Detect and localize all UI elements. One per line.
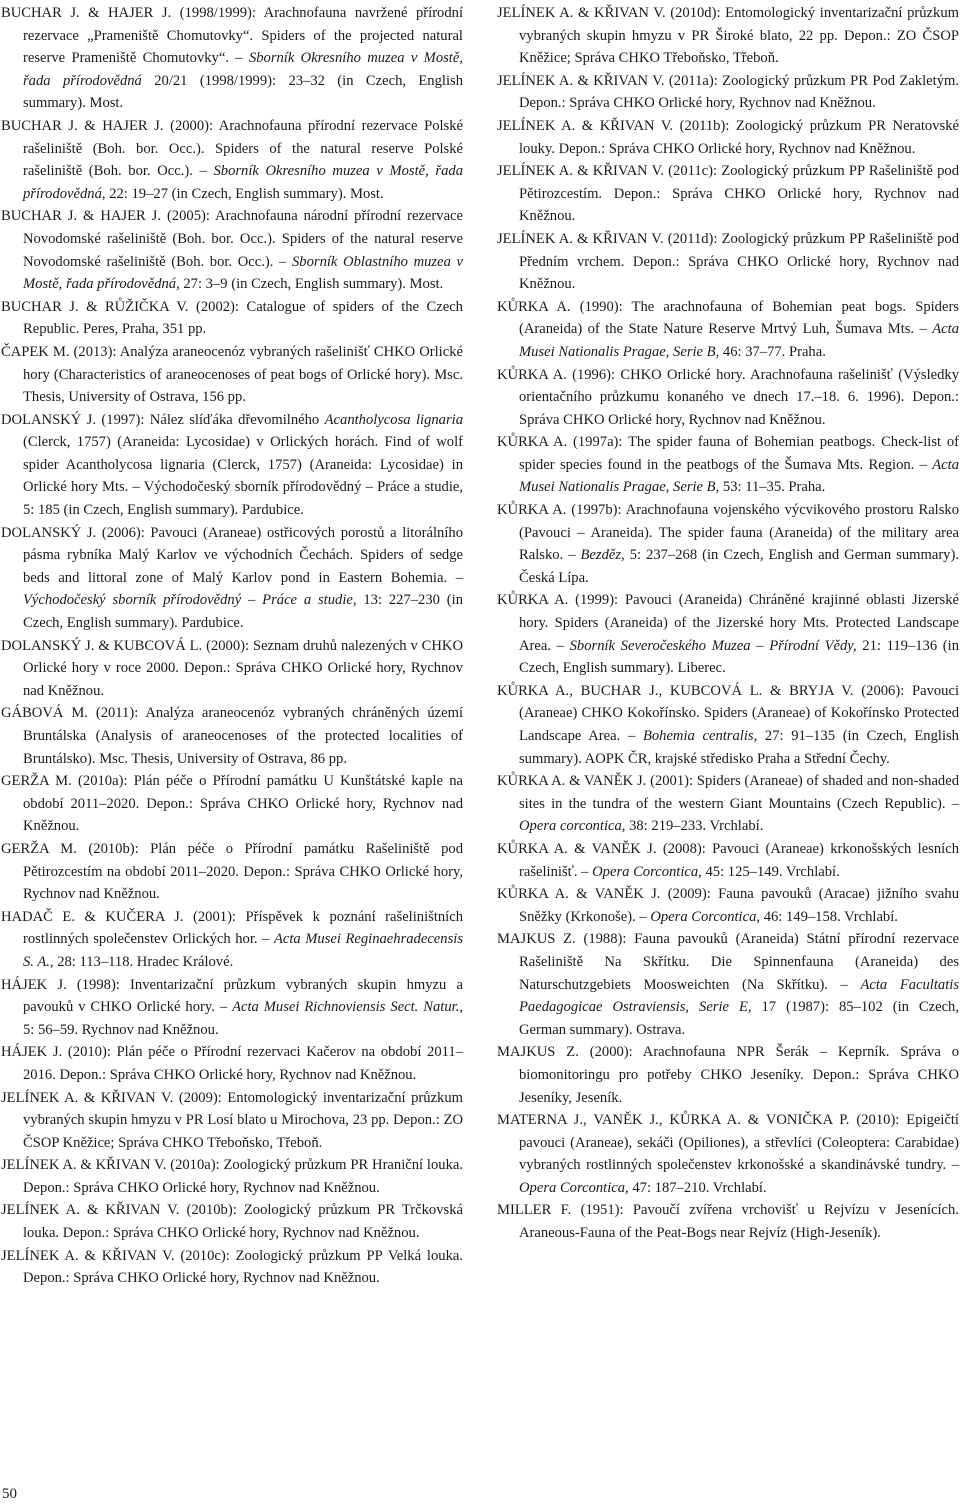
reference-details: 22: 19–27 (in Czech, English summary). Most. bbox=[105, 185, 384, 202]
reference-entry bbox=[497, 1041, 959, 1109]
reference-author: JELÍNEK A. & KŘIVAN V. bbox=[497, 163, 664, 180]
reference-text: (1996): CHKO Orlické hory. Arachnofauna rašelinišť (Výsledky orientačního průzkumu konaného ve dnech 17.–18. 6. 1996). Depon.: Správa CHKO Orlické hory, Rychnov nad Kněžnou. bbox=[519, 366, 959, 428]
reference-entry bbox=[1, 1199, 463, 1244]
reference-journal: Acta Musei Nationalis Pragae, Serie B, bbox=[519, 456, 959, 496]
reference-author: KŮRKA A. bbox=[497, 298, 571, 315]
reference-author: KŮRKA A. bbox=[497, 366, 567, 383]
reference-journal: Acta Musei Nationalis Pragae, Serie B, bbox=[519, 321, 959, 360]
reference-details: 38: 219–233. Vrchlabí. bbox=[625, 818, 764, 835]
reference-entry bbox=[497, 928, 959, 1041]
reference-entry bbox=[1, 2, 463, 115]
reference-text: (1997a): The spider fauna of Bohemian peatbogs. Check-list of spider species found in the peatbogs of the Šumava Mts. Region. – bbox=[519, 434, 959, 473]
reference-author: JELÍNEK A. & KŘIVAN V. bbox=[497, 5, 666, 21]
reference-entry bbox=[1, 770, 463, 838]
reference-details: 21: 119–136 (in Czech, English summary). Liberec. bbox=[519, 637, 959, 677]
reference-entry bbox=[497, 160, 959, 228]
reference-author: DOLANSKÝ J. & KUBCOVÁ L. bbox=[1, 637, 203, 654]
reference-author: JELÍNEK A. & KŘIVAN V. bbox=[497, 117, 674, 134]
reference-author: HADAČ E. & KUČERA J. bbox=[1, 908, 184, 925]
reference-entry bbox=[497, 1199, 959, 1244]
reference-text: (2010b): Plán péče o Přírodní památku Rašeliniště pod Pětirozcestím na období 2011–2020. Depon.: Správa CHKO Orlické hory, Rychnov nad Kněžnou. bbox=[23, 840, 463, 903]
reference-author: GERŽA M. bbox=[1, 840, 77, 857]
reference-author: KŮRKA A. & VANĚK J. bbox=[497, 840, 657, 857]
reference-entry bbox=[497, 2, 959, 70]
reference-text: (2000): Seznam druhů nalezených v CHKO Orlické hory v roce 2000. Depon.: Správa CHKO Orlické hory, Rychnov nad Kněžnou. bbox=[23, 637, 464, 699]
reference-author: MAJKUS Z. bbox=[497, 931, 576, 948]
reference-text: (2011c): Zoologický průzkum PP Rašeliniště pod Pětirozcestím. Depon.: Správa CHKO Orlické hory, Rychnov nad Kněžnou. bbox=[519, 163, 959, 225]
reference-author: KŮRKA A. bbox=[497, 592, 569, 609]
reference-entry bbox=[1, 838, 463, 906]
reference-text: (2010a): Plán péče o Přírodní památku U Kunštátské kaple na období 2011–2020. Depon.: Správa CHKO Orlické hory, Rychnov nad Kněžnou. bbox=[23, 773, 463, 835]
reference-author: KŮRKA A. & VANĚK J. bbox=[497, 773, 647, 790]
reference-author: MATERNA J., VANĚK J., KŮRKA A. & VONIČKA P. bbox=[497, 1112, 850, 1129]
reference-entry bbox=[497, 883, 959, 928]
reference-author: HÁJEK J. bbox=[1, 1044, 63, 1061]
reference-text: (2010c): Zoologický průzkum PP Velká louka. Depon.: Správa CHKO Orlické hory, Rychnov nad Kněžnou. bbox=[23, 1247, 463, 1287]
reference-entry bbox=[497, 499, 959, 589]
reference-author: DOLANSKÝ J. bbox=[1, 524, 97, 541]
reference-author: BUCHAR J. & RŮŽIČKA V. bbox=[1, 298, 189, 315]
reference-text: (2000): Arachnofauna přírodní rezervace Polské rašeliniště (Boh. bor. Occ.). Spiders of the natural reserve Polské rašeliniště (Boh. bor. Occ.). – bbox=[23, 117, 463, 180]
reference-text: (1997): Nález slíďáka dřevomilného bbox=[96, 411, 325, 428]
reference-journal: Opera Corcontica, bbox=[592, 863, 702, 880]
reference-entry bbox=[1, 702, 463, 770]
reference-journal: Acta Musei Reginaehradecensis S. A. bbox=[23, 931, 463, 970]
reference-journal: Východočeský sborník přírodovědný – Práce a studie, bbox=[23, 592, 357, 609]
reference-text: (2011): Analýza araneocenóz vybraných chráněných území Bruntálska (Analysis of araneocenoses of the protected localities of Bruntálsko). Msc. Thesis, University of Ostrava, 86 pp. bbox=[23, 705, 463, 767]
reference-text: (2011d): Zoologický průzkum PP Rašeliniště pod Předním vrchem. Depon.: Správa CHKO Orlické hory, Rychnov nad Kněžnou. bbox=[519, 230, 959, 293]
reference-author: JELÍNEK A. & KŘIVAN V. bbox=[1, 1089, 174, 1106]
reference-entry bbox=[1, 115, 463, 205]
reference-text: (2002): Catalogue of spiders of the Czech Republic. Peres, Praha, 351 pp. bbox=[23, 298, 463, 338]
reference-text: (2013): Analýza araneocenóz vybraných rašelinišť CHKO Orlické hory (Characteristics of araneocenoses of peat bogs of Orlické hory). Msc. Thesis, University of Ostrava, 156 pp. bbox=[23, 343, 463, 406]
reference-entry bbox=[1, 341, 463, 409]
reference-author: ČAPEK M. bbox=[1, 343, 70, 360]
reference-journal: Acantholycosa lignaria bbox=[324, 411, 463, 428]
reference-details: 17 (1987): 85–102 (in Czech, German summary). Ostrava. bbox=[519, 999, 959, 1038]
reference-text: (1999): Pavouci (Araneida) Chráněné krajinné oblasti Jizerské hory. Spiders (Araneida) of the Jizerské hory Mts. Protected Landscape Area. – bbox=[519, 592, 959, 654]
reference-entry bbox=[1, 1087, 463, 1155]
reference-author: MAJKUS Z. bbox=[497, 1044, 579, 1061]
reference-author: KŮRKA A. bbox=[497, 434, 568, 451]
reference-entry bbox=[497, 296, 959, 364]
reference-text: (1998): Inventarizační průzkum vybraných skupin hmyzu a pavouků v CHKO Orlické hory. – bbox=[23, 976, 463, 1016]
reference-details: 46: 149–158. Vrchlabí. bbox=[760, 908, 898, 925]
reference-journal: Opera Corcontica, bbox=[650, 908, 761, 925]
reference-author: KŮRKA A., BUCHAR J., KUBCOVÁ L. & BRYJA V. bbox=[497, 682, 854, 699]
reference-text: (2009): Fauna pavouků (Aracae) jižního svahu Sněžky (Krkonoše). – bbox=[519, 886, 959, 925]
reference-text: (2011b): Zoologický průzkum PR Neratovské louky. Depon.: Správa CHKO Orlické hory, Rychnov nad Kněžnou. bbox=[519, 117, 959, 157]
reference-text: (1997b): Arachnofauna vojenského výcvikového prostoru Ralsko (Pavouci – Araneida). The spider fauna (Araneida) of the military area Ralsko. – bbox=[519, 502, 960, 564]
reference-entry bbox=[1, 522, 463, 635]
reference-text: (2010b): Zoologický průzkum PR Trčkovská louka. Depon.: Správa CHKO Orlické hory, Rychnov nad Kněžnou. bbox=[23, 1202, 463, 1242]
reference-entry bbox=[497, 838, 959, 883]
reference-text: (2010): Epigeičtí pavouci (Araneae), sekáči (Opiliones), a střevlíci (Coleoptera: Carabidae) vybraných rostlinných společenstev krkonošské a skandinávské tundry. – bbox=[519, 1112, 959, 1174]
left-column bbox=[1, 2, 463, 1290]
reference-text: (2010a): Zoologický průzkum PR Hraniční louka. Depon.: Správa CHKO Orlické hory, Rychnov nad Kněžnou. bbox=[23, 1157, 463, 1196]
reference-journal: Acta Musei Richnoviensis Sect. Natur. bbox=[232, 999, 460, 1016]
reference-author: GÁBOVÁ M. bbox=[1, 705, 88, 722]
reference-author: JELÍNEK A. & KŘIVAN V. bbox=[497, 230, 664, 247]
reference-entry bbox=[497, 364, 959, 432]
reference-text: (2005): Arachnofauna národní přírodní rezervace Novodomské rašeliniště (Boh. bor. Occ.). Spiders of the natural reserve Novodomské rašeliniště (Boh. bor. Occ.). – bbox=[23, 208, 463, 270]
reference-entry bbox=[497, 1109, 959, 1199]
reference-author: BUCHAR J. & HAJER J. bbox=[1, 117, 164, 134]
reference-entry bbox=[497, 228, 959, 296]
reference-entry bbox=[1, 296, 463, 341]
reference-details: (Clerck, 1757) (Araneida: Lycosidae) v Orlických horách. Find of wolf spider Acantholycosa lignaria (Clerck, 1757) (Araneida: Lycosidae) in Orlické hory Mts. – Východočeský sborník přírodovědný – Práce a studie, 5: 185 (in Czech, English summary). Pardubice. bbox=[23, 434, 463, 519]
reference-entry bbox=[1, 409, 463, 522]
reference-author: JELÍNEK A. & KŘIVAN V. bbox=[497, 72, 665, 89]
reference-entry bbox=[1, 974, 463, 1042]
reference-entry bbox=[1, 1041, 463, 1086]
reference-text: (1998/1999): Arachnofauna navržené přírodní rezervace „Prameniště Chomutovky“. Spiders of the projected natural reserve Prameniště Chomutovky“. – bbox=[23, 5, 463, 67]
reference-author: HÁJEK J. bbox=[1, 976, 67, 993]
reference-entry bbox=[497, 589, 959, 679]
page-number: 50 bbox=[2, 1486, 17, 1502]
reference-details: 53: 11–35. Praha. bbox=[719, 479, 826, 496]
reference-text: (2006): Pavouci (Araneae) CHKO Kokořínsko. Spiders (Araneae) of Kokořínsko Protected Landscape Area. – bbox=[519, 682, 959, 744]
reference-entry bbox=[497, 115, 959, 160]
reference-details: 13: 227–230 (in Czech, English summary). Pardubice. bbox=[23, 592, 463, 632]
reference-author: KŮRKA A. bbox=[497, 502, 567, 519]
reference-entry bbox=[497, 431, 959, 499]
reference-entry bbox=[1, 906, 463, 974]
reference-details: , 28: 113–118. Hradec Králové. bbox=[49, 953, 234, 970]
reference-entry bbox=[1, 1245, 463, 1290]
right-column bbox=[497, 2, 959, 1245]
reference-author: MILLER F. bbox=[497, 1202, 572, 1219]
reference-text: (2010d): Entomologický inventarizační průzkum vybraných skupin hmyzu v PR Široké blato, 22 pp. Depon.: ZO ČSOP Kněžice; Správa CHKO Třeboňsko, Třeboň. bbox=[519, 5, 959, 67]
reference-journal: Acta Facultatis Paedagogicae Ostraviensis, Serie E, bbox=[519, 976, 959, 1016]
reference-journal: Sborník Okresního muzea v Mostě, řada přírodovědná, bbox=[23, 163, 463, 202]
reference-text: (2000): Arachnofauna NPR Šerák – Keprník. Správa o biomonitoringu pro potřeby CHKO Jeseníky. Depon.: Správa CHKO Jeseníky, Jeseník. bbox=[519, 1044, 959, 1106]
reference-entry bbox=[1, 205, 463, 295]
reference-details: 27: 91–135 (in Czech, English summary). AOPK ČR, krajské středisko Praha a Střední Čechy. bbox=[519, 728, 959, 767]
reference-entry bbox=[497, 770, 959, 838]
reference-journal: Sborník Okresního muzea v Mostě, řada přírodovědná bbox=[23, 50, 463, 89]
reference-journal: Opera Corcontica, bbox=[519, 1179, 629, 1196]
reference-text: (2010): Plán péče o Přírodní rezervaci Kačerov na období 2011–2016. Depon.: Správa CHKO Orlické hory, Rychnov nad Kněžnou. bbox=[23, 1044, 463, 1083]
reference-journal: Bezděz, bbox=[580, 547, 625, 564]
reference-details: 5: 237–268 (in Czech, English and German summary). Česká Lípa. bbox=[519, 547, 959, 586]
reference-text: (2001): Příspěvek k poznání rašeliništních rostlinných společenstev Orlických hor. – bbox=[23, 908, 463, 948]
reference-entry bbox=[497, 70, 959, 115]
reference-details: 46: 37–77. Praha. bbox=[719, 343, 826, 360]
reference-journal: Bohemia centralis, bbox=[642, 728, 758, 744]
reference-author: KŮRKA A. & VANĚK J. bbox=[497, 886, 661, 903]
reference-details: , 5: 56–59. Rychnov nad Kněžnou. bbox=[23, 999, 463, 1038]
reference-text: (2008): Pavouci (Araneae) krkonošských lesních rašelinišť. – bbox=[519, 840, 959, 880]
reference-journal: Sborník Severočeského Muzea – Přírodní Vědy, bbox=[569, 637, 857, 654]
reference-journal: Sborník Oblastního muzea v Mostě, řada přírodovědná, bbox=[23, 253, 463, 293]
reference-author: BUCHAR J. & HAJER J. bbox=[1, 208, 161, 225]
reference-details: 27: 3–9 (in Czech, English summary). Most. bbox=[179, 276, 444, 293]
reference-details: 20/21 (1998/1999): 23–32 (in Czech, English summary). Most. bbox=[23, 72, 463, 112]
reference-journal: Opera corcontica, bbox=[519, 818, 626, 835]
reference-text: (2006): Pavouci (Araneae) ostřicových porostů a litorálního pásma rybníka Malý Karlov ve východních Čechách. Spiders of sedge beds and littoral zone of Malý Karlov pond in Eastern Bohemia. – bbox=[23, 524, 463, 586]
reference-text: (1951): Pavoučí zvířena vrchovišť u Rejvízu v Jesenících. Araneous-Fauna of the Peat-Bogs near Rejvíz (High-Jeseník). bbox=[519, 1202, 959, 1242]
reference-details: 45: 125–149. Vrchlabí. bbox=[701, 863, 840, 880]
reference-author: BUCHAR J. & HAJER J. bbox=[1, 5, 172, 21]
reference-text: (2011a): Zoologický průzkum PR Pod Zakletým. Depon.: Správa CHKO Orlické hory, Rychnov nad Kněžnou. bbox=[519, 72, 959, 112]
reference-author: DOLANSKÝ J. bbox=[1, 411, 97, 428]
reference-details: 47: 187–210. Vrchlabí. bbox=[628, 1179, 767, 1196]
reference-author: JELÍNEK A. & KŘIVAN V. bbox=[1, 1157, 167, 1174]
reference-author: JELÍNEK A. & KŘIVAN V. bbox=[1, 1202, 180, 1219]
reference-text: (1990): The arachnofauna of Bohemian peat bogs. Spiders (Araneida) of the State Nature Reserve Mrtvý Luh, Šumava Mts. – bbox=[519, 298, 959, 338]
reference-entry bbox=[497, 680, 959, 770]
reference-text: (2001): Spiders (Araneae) of shaded and non-shaded sites in the tundra of the western Giant Mountains (Czech Republic). – bbox=[519, 773, 959, 812]
reference-author: JELÍNEK A. & KŘIVAN V. bbox=[1, 1247, 175, 1264]
reference-entry bbox=[1, 635, 463, 703]
reference-entry bbox=[1, 1154, 463, 1199]
reference-text: (1988): Fauna pavouků (Araneida) Státní přírodní rezervace Rašeliniště Na Skřítku. Die Spinnenfauna (Araneida) des Naturschutzgebiets Moosweichten (Na Skřítku). – bbox=[519, 931, 959, 993]
reference-author: GERŽA M. bbox=[1, 773, 72, 790]
reference-text: (2009): Entomologický inventarizační průzkum vybraných skupin hmyzu v PR Losí blato u Mirochova, 23 pp. Depon.: ZO ČSOP Kněžice; Správa CHKO Třeboňsko, Třeboň. bbox=[23, 1089, 463, 1151]
